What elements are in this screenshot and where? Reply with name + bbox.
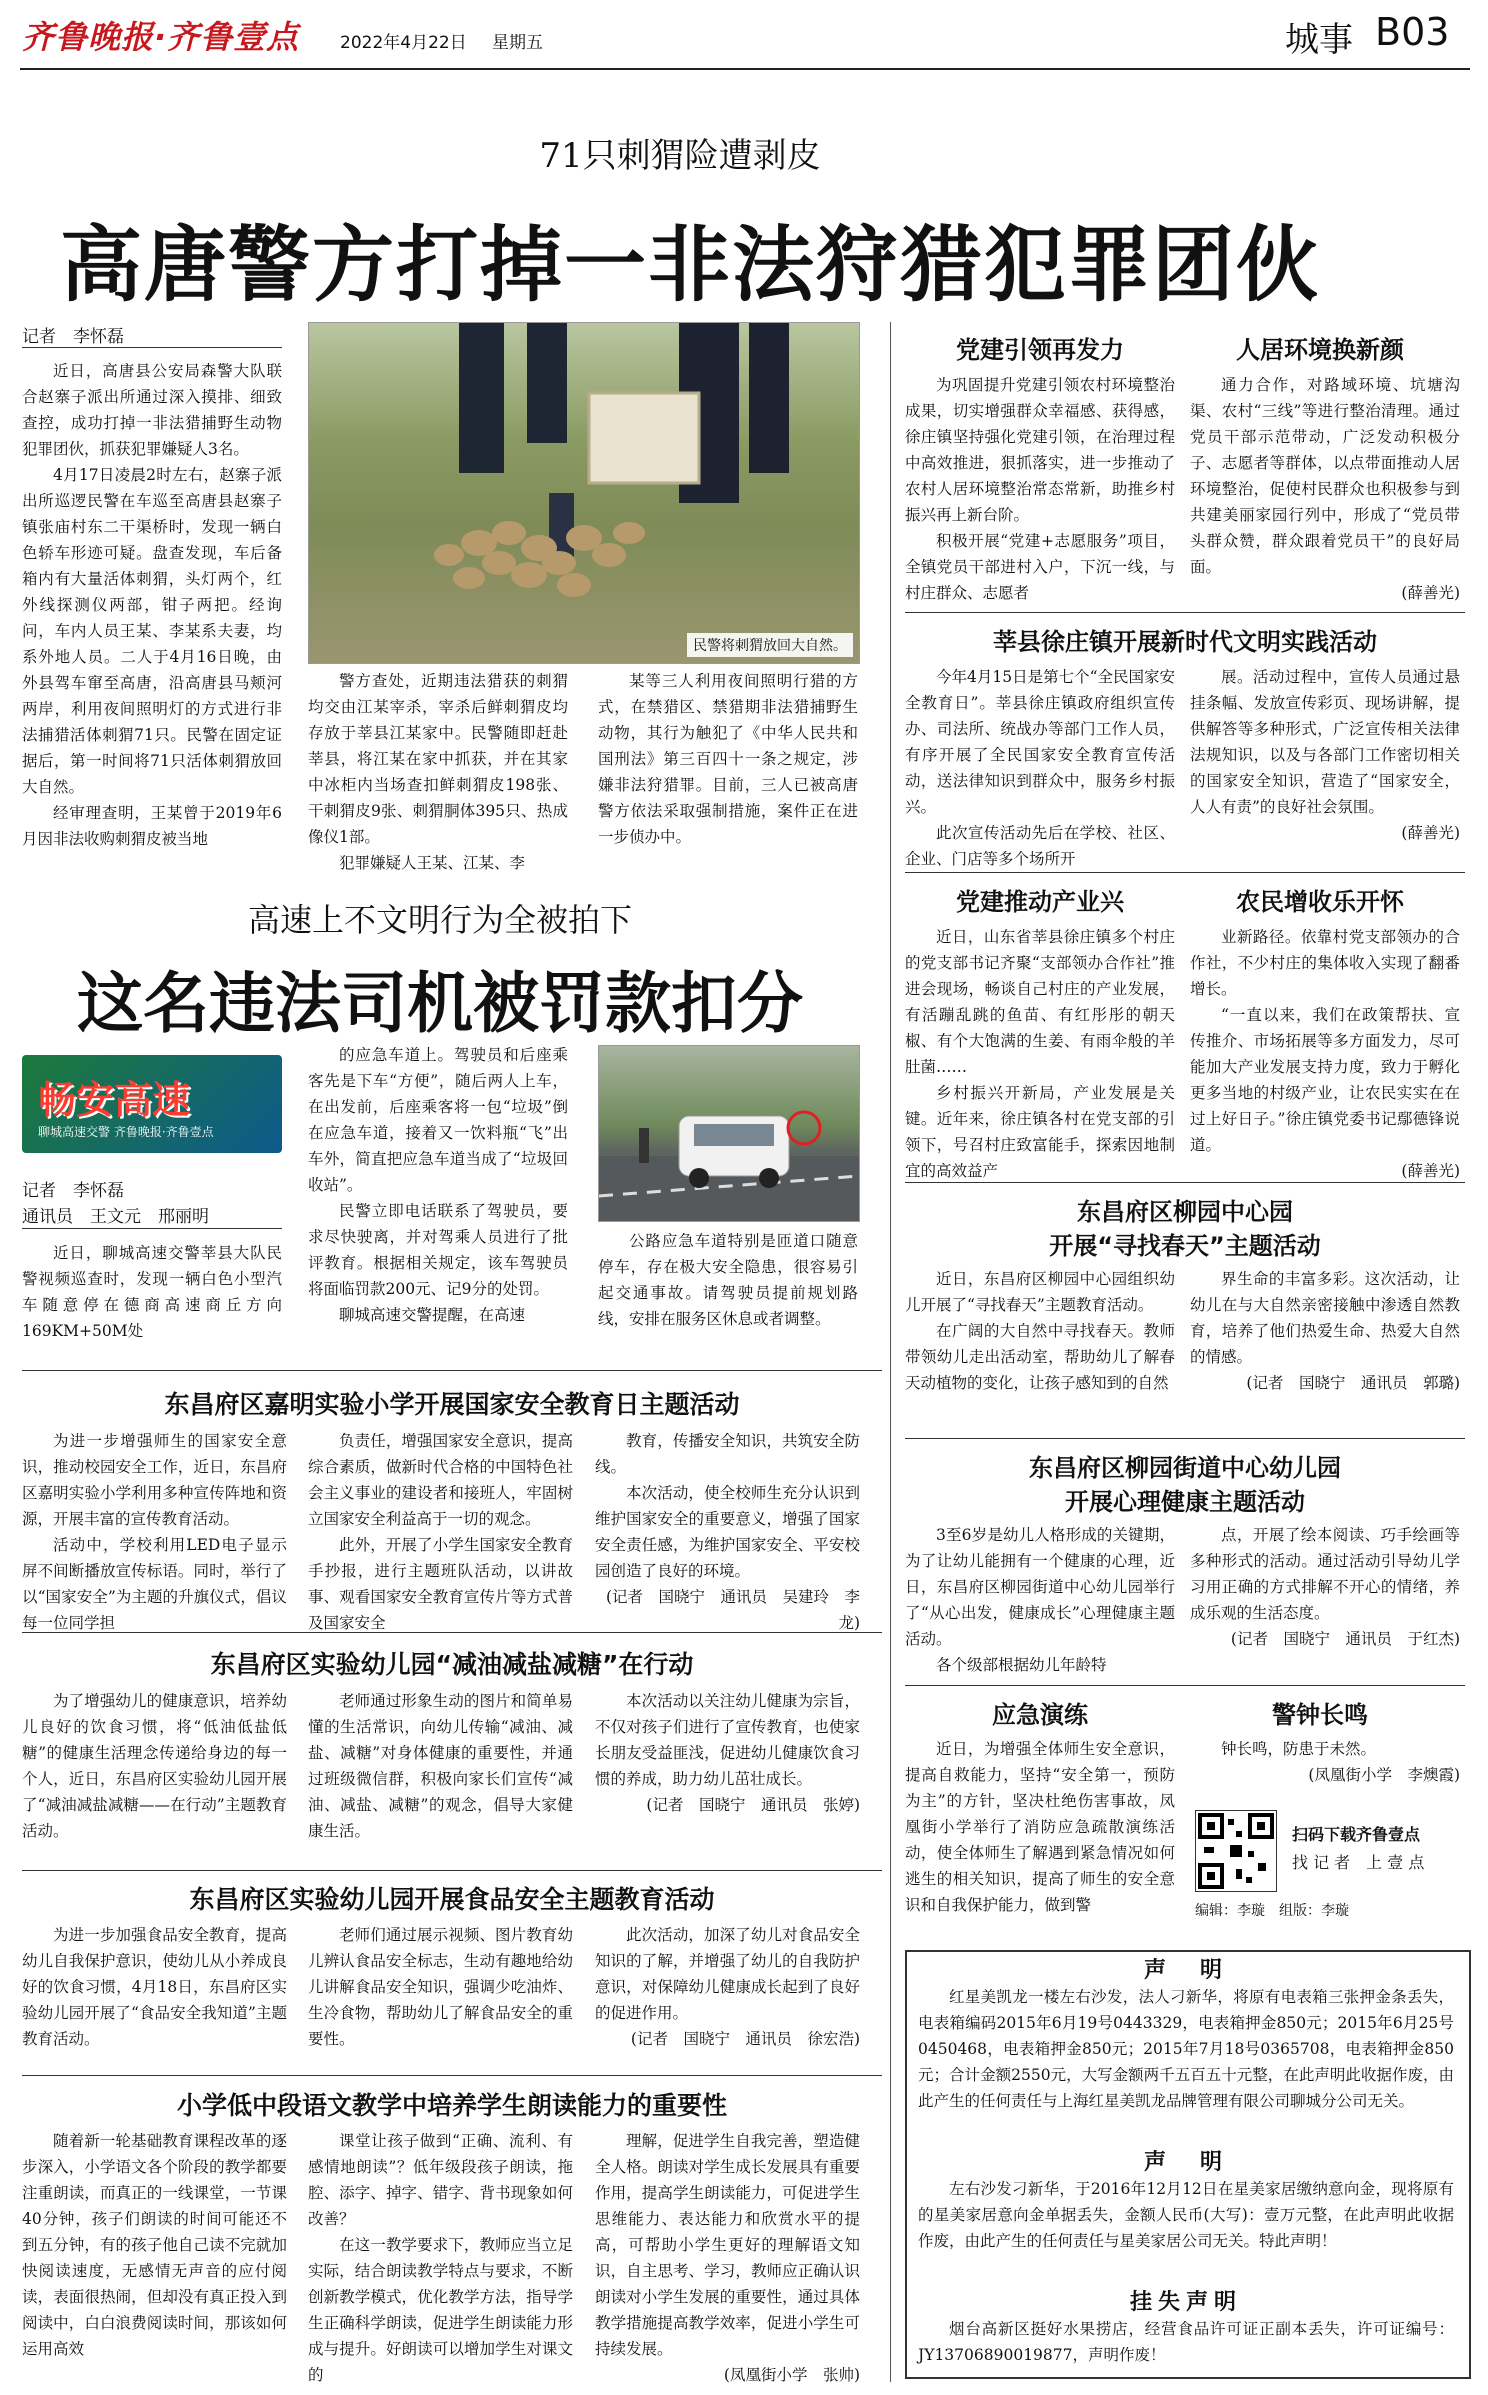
right3-headline-b: 农民增收乐开怀 — [1236, 888, 1404, 916]
notice-body: 烟台高新区挺好水果捞店，经营食品许可证正副本丢失，许可证编号：JY13706890019877，声明作废！ — [918, 2320, 1454, 2364]
story3-col2 — [308, 1428, 573, 1632]
paragraph: 乡村振兴开新局，产业发展是关键。近年来，徐庄镇各村在党支部的引领下，号召村庄致富能手，探索因地制宜的高效益产 — [905, 1084, 1175, 1180]
hedgehog-photo — [308, 322, 860, 664]
qr-code-icon — [1196, 1811, 1276, 1891]
story2-headline: 这名违法司机被罚款扣分 — [77, 965, 803, 1042]
story1-byline: 记者 李怀磊 — [22, 327, 124, 347]
paragraph: 随着新一轮基础教育课程改革的逐步深入，小学语文各个阶段的教学都要注重朗读，而真正的一线课堂，一节课40分钟，孩子们朗读的时间可能还不到五分钟，有的孩子他自己读不完就加快阅读速度，无感情无声音的应付阅读，表面很热闹，但却没有真正投入到阅读中，白白浪费阅读时间，那该如何运用高效 — [22, 2132, 287, 2358]
paragraph: 活动中，学校利用LED电子显示屏不间断播放宣传标语。同时，举行了以“国家安全”为主题的升旗仪式，倡议每一位同学担 — [22, 1536, 287, 1632]
right3-headline-a: 党建推动产业兴 — [956, 888, 1124, 916]
right5-headline-line1: 东昌府区柳园街道中心幼儿园 — [1029, 1454, 1341, 1482]
paragraph: 本次活动以关注幼儿健康为宗旨，不仅对孩子们进行了宣传教育，也使家长朋友受益匪浅，促进幼儿健康饮食习惯的养成，助力幼儿茁壮成长。 — [595, 1692, 860, 1788]
notice-3 — [918, 2290, 1454, 2368]
section-name: 城事 — [1285, 20, 1353, 60]
paragraph: 近日，东昌府区柳园中心园组织幼儿开展了“寻找春天”主题教育活动。 — [905, 1270, 1175, 1314]
byline-rule — [22, 1228, 282, 1229]
story2-col3 — [598, 1228, 858, 1352]
story2-kicker: 高速上不文明行为全被拍下 — [247, 901, 632, 939]
byline: (记者 国晓宁 通讯员 于红杰) — [1230, 1630, 1460, 1648]
paragraph: 经审理查明，王某曾于2019年6月因非法收购刺猬皮被当地 — [22, 804, 282, 848]
story1-headline: 高唐警方打掉一非法狩猎犯罪团伙 — [60, 218, 1321, 313]
story6-col2 — [308, 2128, 573, 2384]
paragraph: 的应急车道上。驾驶员和后座乘客先是下车“方便”，随后两人上车，在出发前，后座乘客将一包“垃圾”倒在应急车道，接着又一饮料瓶“飞”出车外，简直把应急车道当成了“垃圾回收站”。 — [308, 1046, 568, 1194]
right2-headline: 莘县徐庄镇开展新时代文明实践活动 — [993, 628, 1377, 656]
masthead-rule — [20, 68, 1470, 70]
highway-photo-illustration — [599, 1046, 859, 1221]
story1-col1 — [22, 358, 282, 858]
right6-col2 — [1190, 1736, 1460, 1802]
paragraph: 近日，为增强全体师生安全意识，提高自救能力，坚持“安全第一，预防为主”的方针，坚决杜绝伤害事故，凤凰街小学举行了消防应急疏散演练活动，使全体师生了解遇到紧急情况如何逃生的相关知识，提高了师生的安全意识和自我保护能力，做到警 — [905, 1740, 1175, 1914]
paragraph: 理解，促进学生自我完善，塑造健全人格。朗读对学生成长发展具有重要作用，提高学生朗读能力，可促进学生思维能力、表达能力和欣赏水平的提高，可帮助小学生更好的理解语文知识，自主思考、学习，教师应正确认识朗读对小学生发展的重要性，通过具体教学措施提高教学效率，促进小学生可持续发展。 — [595, 2132, 860, 2358]
paragraph: 教育，传播安全知识，共筑安全防线。 — [595, 1432, 860, 1476]
section-rule — [22, 2075, 882, 2076]
notice-1 — [918, 1958, 1454, 2114]
paragraph: 课堂让孩子做到“正确、流利、有感情地朗读”？低年级段孩子朗读，拖腔、添字、掉字、错字、背书现象如何改善？ — [308, 2132, 573, 2228]
story6-col3 — [595, 2128, 860, 2384]
story3-col1 — [22, 1428, 287, 1632]
paragraph: 业新路径。依靠村党支部领办的合作社，不少村庄的集体收入实现了翻番增长。 — [1190, 928, 1460, 998]
story5-col3 — [595, 1922, 860, 2072]
paragraph: 今年4月15日是第七个“全民国家安全教育日”。莘县徐庄镇政府组织宣传办、司法所、统战办等部门工作人员，有序开展了全民国家安全教育宣传活动，送法律知识到群众中，服务乡村振兴。 — [905, 668, 1176, 816]
byline: (记者 国晓宁 通讯员 吴建玲 李龙) — [605, 1588, 860, 1632]
byline: (凤凰街小学 李燠霞) — [1308, 1766, 1460, 1784]
paragraph: 各个级部根据幼儿年龄特 — [936, 1656, 1107, 1674]
hedgehog-photo-illustration — [309, 323, 859, 663]
changan-banner — [22, 1055, 282, 1153]
right1-col2 — [1190, 372, 1460, 607]
paragraph: 民警立即电话联系了驾驶员，要求尽快驶离，并对驾乘人员进行了批评教育。根据相关规定，该车驾驶员将面临罚款200元、记9分的处罚。 — [308, 1202, 568, 1298]
right4-col1 — [905, 1266, 1175, 1436]
paragraph: 此次宣传活动先后在学校、社区、企业、门店等多个场所开 — [905, 824, 1175, 868]
story1-col2 — [308, 668, 568, 872]
section-rule — [905, 612, 1465, 613]
right5-col2 — [1190, 1522, 1460, 1682]
paragraph: 为进一步增强师生的国家安全意识，推动校园安全工作，近日，东昌府区嘉明实验小学利用多种宣传阵地和资源，开展丰富的宣传教育活动。 — [22, 1432, 287, 1528]
story4-col2 — [308, 1688, 573, 1868]
notice-title: 挂失声明 — [1129, 2290, 1242, 2315]
issue-date: 2022年4月22日 — [340, 33, 467, 53]
section-rule — [22, 1870, 882, 1871]
editor-credit: 编辑：李璇 组版：李璇 — [1195, 1903, 1349, 1919]
story3-col3 — [595, 1428, 860, 1632]
paragraph: 警方查处，近期违法猎获的刺猬均交由江某宰杀，宰杀后鲜刺猬皮均存放于莘县江某家中。民警随即赶赴莘县，将江某在家中抓获，并在其家中冰柜内当场查扣鲜刺猬皮198张、干刺猬皮9张、刺猬胴体395只、热成像仪1部。 — [308, 672, 568, 846]
byline: (记者 国晓宁 通讯员 徐宏浩) — [630, 2030, 860, 2048]
byline-rule — [22, 347, 282, 348]
story3-headline: 东昌府区嘉明实验小学开展国家安全教育日主题活动 — [164, 1390, 740, 1419]
story5-col1 — [22, 1922, 287, 2072]
notice-title: 声 明 — [1143, 2150, 1228, 2175]
paragraph: 在这一教学要求下，教师应当立足实际，结合朗读教学特点与要求，不断创新教学模式，优化教学方法，指导学生正确科学朗读，促进学生朗读能力形成与提升。好朗读可以增加学生对课文的 — [308, 2236, 573, 2384]
section-rule — [905, 1182, 1465, 1183]
paragraph: 聊城高速交警提醒，在高速 — [339, 1306, 526, 1324]
right3-col2 — [1190, 924, 1460, 1179]
paragraph: 近日，高唐县公安局森警大队联合赵寨子派出所通过深入摸排、细致查控，成功打掉一非法猎捕野生动物犯罪团伙，抓获犯罪嫌疑人3名。 — [22, 362, 282, 458]
right1-headline-b: 人居环境换新颜 — [1236, 336, 1404, 364]
paragraph: 近日，聊城高速交警莘县大队民警视频巡查时，发现一辆白色小型汽车随意停在德商高速商丘方向169KM+50M处 — [22, 1244, 282, 1340]
right1-headline-a: 党建引领再发力 — [956, 336, 1124, 364]
paragraph: “一直以来，我们在政策帮扶、宣传推介、市场拓展等多方面发力，尽可能加大产业发展支持力度，致力于孵化更多当地的村级产业，让农民实实在在过上好日子。”徐庄镇党委书记鄢德锋说道。 — [1190, 1006, 1460, 1154]
right4-headline-line1: 东昌府区柳园中心园 — [1077, 1198, 1293, 1226]
paragraph: 此外，开展了小学生国家安全教育手抄报，进行主题班队活动，以讲故事、观看国家安全教育宣传片等方式普及国家安全 — [308, 1536, 573, 1632]
story5-headline: 东昌府区实验幼儿园开展食品安全主题教育活动 — [189, 1885, 715, 1914]
section-rule — [905, 1685, 1465, 1686]
story2-byline-reporter: 记者 李怀磊 — [22, 1181, 124, 1201]
byline: (记者 国晓宁 通讯员 郭璐) — [1246, 1374, 1460, 1392]
notice-2 — [918, 2150, 1454, 2254]
paragraph: 通力合作，对路域环境、坑塘沟渠、农村“三线”等进行整治清理。通过党员干部示范带动，广泛发动积极分子、志愿者等群体，以点带面推动人居环境整治，促使村民群众也积极参与到共建美丽家园行列中，形成了“党员带头群众赞，群众跟着党员干”的良好局面。 — [1190, 376, 1460, 576]
qr-line2: 找 记 者 上 壹 点 — [1292, 1853, 1425, 1872]
paragraph: 点，开展了绘本阅读、巧手绘画等多种形式的活动。通过活动引导幼儿学习用正确的方式排解不开心的情绪，养成乐观的生活态度。 — [1190, 1526, 1460, 1622]
notice-title: 声 明 — [1143, 1958, 1228, 1983]
paragraph: 钟长鸣，防患于未然。 — [1221, 1740, 1377, 1758]
paragraph: 此次活动，加深了幼儿对食品安全知识的了解，并增强了幼儿的自我防护意识，对保障幼儿健康成长起到了良好的促进作用。 — [595, 1926, 860, 2022]
section-rule — [22, 1370, 882, 1371]
story1-kicker: 71只刺猬险遭剥皮 — [539, 136, 821, 176]
paragraph: 本次活动，使全校师生充分认识到维护国家安全的重要意义，增强了国家安全责任感，为维护国家安全、平安校园创造了良好的环境。 — [595, 1484, 860, 1580]
qr-code[interactable] — [1195, 1810, 1277, 1892]
byline: (薛善光) — [1401, 824, 1460, 842]
highway-photo — [598, 1045, 860, 1222]
newspaper-logo: 齐鲁晚报·齐鲁壹点 — [22, 18, 300, 56]
paragraph: 为进一步加强食品安全教育，提高幼儿自我保护意识，使幼儿从小养成良好的饮食习惯，4月18日，东昌府区实验幼儿园开展了“食品安全我知道”主题教育活动。 — [22, 1926, 287, 2048]
issue-weekday: 星期五 — [492, 33, 543, 53]
column-divider — [890, 322, 891, 2382]
story5-col2 — [308, 1922, 573, 2072]
right1-col1 — [905, 372, 1175, 607]
story4-col3 — [595, 1688, 860, 1868]
right4-headline-line2: 开展“寻找春天”主题活动 — [1049, 1232, 1321, 1260]
byline: (记者 国晓宁 通讯员 张婷) — [646, 1796, 860, 1814]
paragraph: 积极开展“党建+志愿服务”项目，全镇党员干部进村入户，下沉一线，与村庄群众、志愿者 — [905, 532, 1175, 602]
paragraph: 为了增强幼儿的健康意识，培养幼儿良好的饮食习惯，将“低油低盐低糖”的健康生活理念传递给身边的每一个人，近日，东昌府区实验幼儿园开展了“减油减盐减糖——在行动”主题教育活动。 — [22, 1692, 287, 1840]
story6-headline: 小学低中段语文教学中培养学生朗读能力的重要性 — [176, 2091, 727, 2120]
right4-col2 — [1190, 1266, 1460, 1436]
paragraph: 公路应急车道特别是匝道口随意停车，存在极大安全隐患，很容易引起交通事故。请驾驶员提前规划路线，安排在服务区休息或者调整。 — [598, 1232, 858, 1328]
paragraph: 近日，山东省莘县徐庄镇多个村庄的党支部书记齐聚“支部领办合作社”推进会现场，畅谈自己村庄的产业发展，有活蹦乱跳的鱼苗、有红彤彤的朝天椒、有个大饱满的生姜、有雨伞般的羊肚菌…… — [905, 928, 1175, 1076]
paragraph: 为巩固提升党建引领农村环境整治成果，切实增强群众幸福感、获得感，徐庄镇坚持强化党建引领，在治理过程中高效推进，狠抓落实，进一步推动了农村人居环境整治常态常新，助推乡村振兴再上新台阶。 — [905, 376, 1175, 524]
right5-headline-line2: 开展心理健康主题活动 — [1065, 1488, 1305, 1516]
banner-title: 畅安高速 — [38, 1078, 191, 1122]
paragraph: 4月17日凌晨2时左右，赵寨子派出所巡逻民警在车巡至高唐县赵寨子镇张庙村东二干渠桥时，发现一辆白色轿车形迹可疑。盘查发现，车后备箱内有大量活体刺猬，头灯两个，红外线探测仪两部，钳子两把。经询问，车内人员王某、李某系夫妻，均系外地人员。二人于4月16日晚，由外县驾车窜至高唐，沿高唐县马颊河两岸，利用夜间照明灯的方式进行非法捕猎活体刺猬71只。民警在固定证据后，第一时间将71只活体刺猬放回大自然。 — [22, 466, 282, 796]
paragraph: 老师通过形象生动的图片和简单易懂的生活常识，向幼儿传输“减油、减盐、减糖”对身体健康的重要性，并通过班级微信群，积极向家长们宣传“减油、减盐、减糖”的观念，倡导大家健康生活。 — [308, 1692, 573, 1840]
masthead — [0, 0, 1488, 70]
story2-col2 — [308, 1042, 568, 1352]
right5-col1 — [905, 1522, 1175, 1682]
byline: (薛善光) — [1401, 1162, 1460, 1180]
paragraph: 展。活动过程中，宣传人员通过悬挂条幅、发放宣传彩页、现场讲解，提供解答等多种形式，广泛宣传相关法律法规知识，以及与各部门工作密切相关的国家安全知识，营造了“国家安全，人人有责”的良好社会氛围。 — [1190, 668, 1460, 816]
paragraph: 3至6岁是幼儿人格形成的关键期，为了让幼儿能拥有一个健康的心理，近日，东昌府区柳园街道中心幼儿园举行了“从心出发，健康成长”心理健康主题活动。 — [905, 1526, 1175, 1648]
notice-body: 红星美凯龙一楼左右沙发，法人刁新华，将原有电表箱三张押金条丢失，电表箱编码2015年6月19号0443329，电表箱押金850元；2015年6月25号0450468，电表箱押金850元；2015年7月18号0365708，电表箱押金850元；合计金额2550元，大写金额两千五百五十元整，在此声明此收据作废，由此产生的任何责任与上海红星美凯龙品牌管理有限公司聊城分公司无关。 — [918, 1988, 1454, 2110]
right2-col1 — [905, 664, 1175, 869]
section-rule — [22, 1632, 882, 1633]
paragraph: 犯罪嫌疑人王某、江某、李 — [339, 854, 526, 872]
paragraph: 老师们通过展示视频、图片教育幼儿辨认食品安全标志，生动有趣地给幼儿讲解食品安全知识，强调少吃油炸、生冷食物，帮助幼儿了解食品安全的重要性。 — [308, 1926, 573, 2048]
byline: (薛善光) — [1401, 584, 1460, 602]
qr-line1: 扫码下载齐鲁壹点 — [1292, 1825, 1421, 1844]
right3-col1 — [905, 924, 1175, 1179]
byline: (凤凰街小学 张帅) — [723, 2366, 860, 2384]
notice-body: 左右沙发刁新华，于2016年12月12日在星美家居缴纳意向金，现将原有的星美家居意向金单据丢失，金额人民币(大写)：壹万元整，在此声明此收据作废，由此产生的任何责任与星美家居公司无关。特此声明！ — [918, 2180, 1454, 2250]
photo-caption: 民警将刺猬放回大自然。 — [687, 633, 853, 657]
story4-headline: 东昌府区实验幼儿园“减油减盐减糖”在行动 — [210, 1650, 694, 1679]
paragraph: 界生命的丰富多彩。这次活动，让幼儿在与大自然亲密接触中渗透自然教育，培养了他们热爱生命、热爱大自然的情感。 — [1190, 1270, 1460, 1366]
section-rule — [905, 1438, 1465, 1439]
story2-col1 — [22, 1240, 282, 1350]
banner-sub: 聊城高速交警 齐鲁晚报·齐鲁壹点 — [38, 1125, 214, 1139]
section-rule — [905, 872, 1465, 873]
story4-col1 — [22, 1688, 287, 1868]
paragraph: 负责任，增强国家安全意识，提高综合素质，做新时代合格的中国特色社会主义事业的建设者和接班人，牢固树立国家安全利益高于一切的观念。 — [308, 1432, 573, 1528]
right6-col1 — [905, 1736, 1175, 1946]
right6-headline-a: 应急演练 — [992, 1701, 1088, 1729]
page-number: B03 — [1375, 10, 1450, 54]
right6-headline-b: 警钟长鸣 — [1272, 1701, 1368, 1729]
paragraph: 某等三人利用夜间照明行猎的方式，在禁猎区、禁猎期非法猎捕野生动物，其行为触犯了《中华人民共和国刑法》第三百四十一条之规定，涉嫌非法狩猎罪。目前，三人已被高唐警方依法采取强制措施，案件正在进一步侦办中。 — [598, 672, 858, 846]
paragraph: 在广阔的大自然中寻找春天。教师带领幼儿走出活动室，帮助幼儿了解春天动植物的变化，让孩子感知到的自然 — [905, 1322, 1175, 1392]
right2-col2 — [1190, 664, 1460, 869]
story6-col1 — [22, 2128, 287, 2384]
story2-byline-correspondent: 通讯员 王文元 邢丽明 — [22, 1207, 209, 1227]
story1-col3 — [598, 668, 858, 858]
